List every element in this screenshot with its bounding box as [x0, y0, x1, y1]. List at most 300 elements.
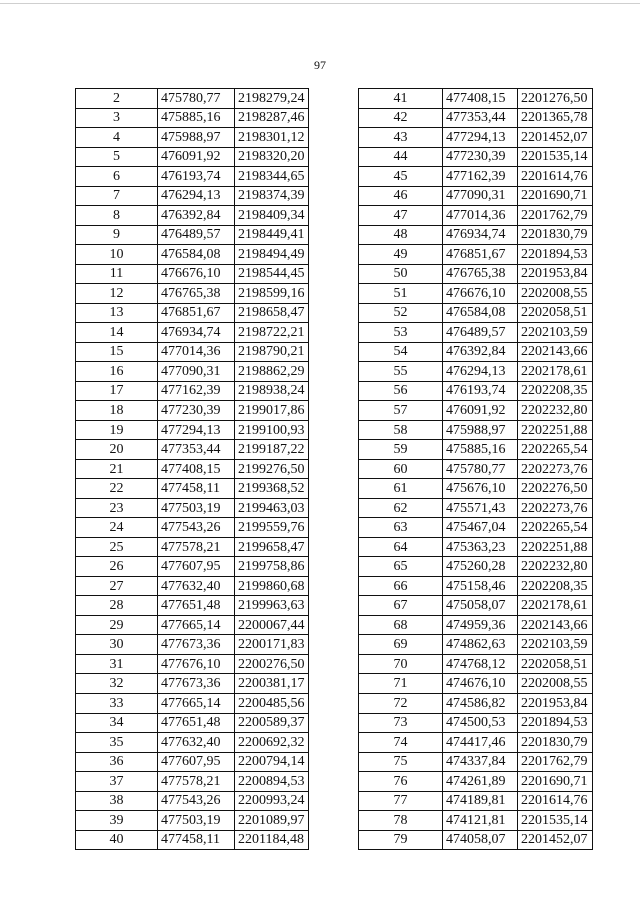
y-coordinate-cell: 2201452,07 [518, 830, 593, 850]
table-row [76, 381, 309, 401]
x-coordinate-cell: 477408,15 [443, 89, 518, 109]
x-coordinate-cell: 477458,11 [158, 479, 235, 499]
y-coordinate-cell: 2198494,49 [235, 245, 309, 265]
x-coordinate-cell: 477090,31 [158, 362, 235, 382]
table-row [76, 518, 309, 538]
y-coordinate-cell: 2202273,76 [518, 498, 593, 518]
x-coordinate-cell: 476392,84 [158, 206, 235, 226]
x-coordinate-cell: 477578,21 [158, 772, 235, 792]
point-number-cell: 59 [359, 440, 443, 460]
point-number-cell: 77 [359, 791, 443, 811]
y-coordinate-cell: 2200381,17 [235, 674, 309, 694]
table-row [359, 596, 593, 616]
y-coordinate-cell: 2201830,79 [518, 225, 593, 245]
x-coordinate-cell: 477607,95 [158, 752, 235, 772]
y-coordinate-cell: 2198301,12 [235, 128, 309, 148]
point-number-cell: 63 [359, 518, 443, 538]
x-coordinate-cell: 476294,13 [443, 362, 518, 382]
table-row [76, 772, 309, 792]
x-coordinate-cell: 474189,81 [443, 791, 518, 811]
x-coordinate-cell: 477162,39 [158, 381, 235, 401]
point-number-cell: 40 [76, 830, 158, 850]
table-row [76, 733, 309, 753]
table-row [359, 420, 593, 440]
y-coordinate-cell: 2202251,88 [518, 537, 593, 557]
x-coordinate-cell: 475780,77 [443, 459, 518, 479]
x-coordinate-cell: 475571,43 [443, 498, 518, 518]
point-number-cell: 26 [76, 557, 158, 577]
x-coordinate-cell: 474417,46 [443, 733, 518, 753]
y-coordinate-cell: 2201365,78 [518, 108, 593, 128]
table-row [76, 791, 309, 811]
x-coordinate-cell: 475158,46 [443, 576, 518, 596]
y-coordinate-cell: 2198287,46 [235, 108, 309, 128]
x-coordinate-cell: 474959,36 [443, 615, 518, 635]
x-coordinate-cell: 477543,26 [158, 791, 235, 811]
point-number-cell: 12 [76, 284, 158, 304]
table-row [76, 693, 309, 713]
y-coordinate-cell: 2202251,88 [518, 420, 593, 440]
y-coordinate-cell: 2199463,03 [235, 498, 309, 518]
table-row [359, 89, 593, 109]
y-coordinate-cell: 2202276,50 [518, 479, 593, 499]
table-row [359, 830, 593, 850]
x-coordinate-cell: 477230,39 [443, 147, 518, 167]
table-row [359, 284, 593, 304]
y-coordinate-cell: 2200067,44 [235, 615, 309, 635]
point-number-cell: 54 [359, 342, 443, 362]
y-coordinate-cell: 2201762,79 [518, 752, 593, 772]
x-coordinate-cell: 477665,14 [158, 693, 235, 713]
table-row [76, 264, 309, 284]
y-coordinate-cell: 2199758,86 [235, 557, 309, 577]
y-coordinate-cell: 2198374,39 [235, 186, 309, 206]
table-row [359, 167, 593, 187]
point-number-cell: 56 [359, 381, 443, 401]
table-row [359, 128, 593, 148]
table-row [359, 654, 593, 674]
table-row [359, 401, 593, 421]
x-coordinate-cell: 476489,57 [158, 225, 235, 245]
y-coordinate-cell: 2202058,51 [518, 303, 593, 323]
x-coordinate-cell: 477503,19 [158, 498, 235, 518]
x-coordinate-cell: 477632,40 [158, 576, 235, 596]
y-coordinate-cell: 2198409,34 [235, 206, 309, 226]
point-number-cell: 73 [359, 713, 443, 733]
point-number-cell: 37 [76, 772, 158, 792]
y-coordinate-cell: 2199559,76 [235, 518, 309, 538]
point-number-cell: 22 [76, 479, 158, 499]
table-row [359, 362, 593, 382]
table-row [76, 440, 309, 460]
y-coordinate-cell: 2199017,86 [235, 401, 309, 421]
point-number-cell: 19 [76, 420, 158, 440]
table-row [76, 420, 309, 440]
y-coordinate-cell: 2201089,97 [235, 811, 309, 831]
point-number-cell: 20 [76, 440, 158, 460]
y-coordinate-cell: 2202208,35 [518, 576, 593, 596]
table-row [359, 674, 593, 694]
table-row [359, 225, 593, 245]
y-coordinate-cell: 2201762,79 [518, 206, 593, 226]
point-number-cell: 52 [359, 303, 443, 323]
page-number: 97 [314, 58, 326, 72]
y-coordinate-cell: 2200589,37 [235, 713, 309, 733]
top-edge-rule [0, 3, 640, 4]
x-coordinate-cell: 474586,82 [443, 693, 518, 713]
coordinates-table-right [358, 88, 593, 850]
point-number-cell: 69 [359, 635, 443, 655]
table-row [76, 557, 309, 577]
point-number-cell: 47 [359, 206, 443, 226]
point-number-cell: 4 [76, 128, 158, 148]
point-number-cell: 15 [76, 342, 158, 362]
x-coordinate-cell: 477673,36 [158, 635, 235, 655]
y-coordinate-cell: 2199276,50 [235, 459, 309, 479]
table-row [76, 147, 309, 167]
point-number-cell: 23 [76, 498, 158, 518]
coordinates-table-left [75, 88, 309, 850]
point-number-cell: 72 [359, 693, 443, 713]
x-coordinate-cell: 476489,57 [443, 323, 518, 343]
table-row [76, 576, 309, 596]
table-row [359, 811, 593, 831]
table-row [359, 615, 593, 635]
table-row [76, 362, 309, 382]
point-number-cell: 38 [76, 791, 158, 811]
x-coordinate-cell: 476584,08 [443, 303, 518, 323]
x-coordinate-cell: 477673,36 [158, 674, 235, 694]
x-coordinate-cell: 476676,10 [443, 284, 518, 304]
x-coordinate-cell: 477294,13 [158, 420, 235, 440]
y-coordinate-cell: 2199860,68 [235, 576, 309, 596]
x-coordinate-cell: 476934,74 [158, 323, 235, 343]
x-coordinate-cell: 476765,38 [443, 264, 518, 284]
y-coordinate-cell: 2198722,21 [235, 323, 309, 343]
table-row [76, 811, 309, 831]
table-row [76, 225, 309, 245]
x-coordinate-cell: 477676,10 [158, 654, 235, 674]
y-coordinate-cell: 2201894,53 [518, 245, 593, 265]
point-number-cell: 42 [359, 108, 443, 128]
point-number-cell: 3 [76, 108, 158, 128]
y-coordinate-cell: 2202178,61 [518, 362, 593, 382]
x-coordinate-cell: 477458,11 [158, 830, 235, 850]
point-number-cell: 32 [76, 674, 158, 694]
x-coordinate-cell: 475885,16 [158, 108, 235, 128]
y-coordinate-cell: 2199658,47 [235, 537, 309, 557]
point-number-cell: 33 [76, 693, 158, 713]
y-coordinate-cell: 2201953,84 [518, 264, 593, 284]
y-coordinate-cell: 2201535,14 [518, 147, 593, 167]
table-row [359, 440, 593, 460]
table-row [359, 459, 593, 479]
y-coordinate-cell: 2202143,66 [518, 615, 593, 635]
point-number-cell: 62 [359, 498, 443, 518]
x-coordinate-cell: 477162,39 [443, 167, 518, 187]
x-coordinate-cell: 474500,53 [443, 713, 518, 733]
y-coordinate-cell: 2202208,35 [518, 381, 593, 401]
x-coordinate-cell: 475363,23 [443, 537, 518, 557]
point-number-cell: 64 [359, 537, 443, 557]
x-coordinate-cell: 476392,84 [443, 342, 518, 362]
table-row [359, 342, 593, 362]
x-coordinate-cell: 475780,77 [158, 89, 235, 109]
y-coordinate-cell: 2201830,79 [518, 733, 593, 753]
point-number-cell: 11 [76, 264, 158, 284]
x-coordinate-cell: 475058,07 [443, 596, 518, 616]
x-coordinate-cell: 477503,19 [158, 811, 235, 831]
y-coordinate-cell: 2201276,50 [518, 89, 593, 109]
point-number-cell: 70 [359, 654, 443, 674]
y-coordinate-cell: 2198279,24 [235, 89, 309, 109]
point-number-cell: 13 [76, 303, 158, 323]
point-number-cell: 58 [359, 420, 443, 440]
x-coordinate-cell: 476584,08 [158, 245, 235, 265]
y-coordinate-cell: 2199100,93 [235, 420, 309, 440]
y-coordinate-cell: 2198938,24 [235, 381, 309, 401]
y-coordinate-cell: 2202273,76 [518, 459, 593, 479]
y-coordinate-cell: 2198862,29 [235, 362, 309, 382]
table-row [76, 752, 309, 772]
x-coordinate-cell: 476091,92 [443, 401, 518, 421]
y-coordinate-cell: 2202008,55 [518, 284, 593, 304]
y-coordinate-cell: 2202265,54 [518, 518, 593, 538]
table-row [76, 401, 309, 421]
point-number-cell: 7 [76, 186, 158, 206]
y-coordinate-cell: 2198449,41 [235, 225, 309, 245]
y-coordinate-cell: 2201894,53 [518, 713, 593, 733]
y-coordinate-cell: 2201614,76 [518, 167, 593, 187]
y-coordinate-cell: 2198544,45 [235, 264, 309, 284]
y-coordinate-cell: 2201535,14 [518, 811, 593, 831]
table-row [76, 323, 309, 343]
table-row [359, 186, 593, 206]
x-coordinate-cell: 474058,07 [443, 830, 518, 850]
point-number-cell: 8 [76, 206, 158, 226]
point-number-cell: 78 [359, 811, 443, 831]
y-coordinate-cell: 2198599,16 [235, 284, 309, 304]
point-number-cell: 46 [359, 186, 443, 206]
x-coordinate-cell: 476193,74 [158, 167, 235, 187]
x-coordinate-cell: 476676,10 [158, 264, 235, 284]
y-coordinate-cell: 2200794,14 [235, 752, 309, 772]
x-coordinate-cell: 477353,44 [158, 440, 235, 460]
table-row [359, 245, 593, 265]
y-coordinate-cell: 2200894,53 [235, 772, 309, 792]
point-number-cell: 36 [76, 752, 158, 772]
x-coordinate-cell: 476091,92 [158, 147, 235, 167]
y-coordinate-cell: 2202232,80 [518, 401, 593, 421]
x-coordinate-cell: 474261,89 [443, 772, 518, 792]
table-row [359, 323, 593, 343]
x-coordinate-cell: 477294,13 [443, 128, 518, 148]
table-row [76, 596, 309, 616]
point-number-cell: 55 [359, 362, 443, 382]
table-row [359, 498, 593, 518]
point-number-cell: 5 [76, 147, 158, 167]
y-coordinate-cell: 2199963,63 [235, 596, 309, 616]
x-coordinate-cell: 477408,15 [158, 459, 235, 479]
table-row [359, 635, 593, 655]
point-number-cell: 24 [76, 518, 158, 538]
y-coordinate-cell: 2198320,20 [235, 147, 309, 167]
point-number-cell: 67 [359, 596, 443, 616]
table-row [76, 635, 309, 655]
point-number-cell: 68 [359, 615, 443, 635]
y-coordinate-cell: 2198658,47 [235, 303, 309, 323]
table-row [359, 791, 593, 811]
point-number-cell: 44 [359, 147, 443, 167]
table-row [76, 459, 309, 479]
table-row [76, 89, 309, 109]
table-row [359, 576, 593, 596]
x-coordinate-cell: 474676,10 [443, 674, 518, 694]
x-coordinate-cell: 476193,74 [443, 381, 518, 401]
table-row [76, 713, 309, 733]
point-number-cell: 29 [76, 615, 158, 635]
table-row [76, 167, 309, 187]
point-number-cell: 61 [359, 479, 443, 499]
table-row [76, 537, 309, 557]
x-coordinate-cell: 477632,40 [158, 733, 235, 753]
x-coordinate-cell: 476851,67 [158, 303, 235, 323]
point-number-cell: 41 [359, 89, 443, 109]
table-row [359, 108, 593, 128]
y-coordinate-cell: 2199368,52 [235, 479, 309, 499]
table-row [76, 108, 309, 128]
table-row [359, 693, 593, 713]
x-coordinate-cell: 476851,67 [443, 245, 518, 265]
x-coordinate-cell: 475988,97 [443, 420, 518, 440]
y-coordinate-cell: 2199187,22 [235, 440, 309, 460]
x-coordinate-cell: 476294,13 [158, 186, 235, 206]
point-number-cell: 10 [76, 245, 158, 265]
point-number-cell: 53 [359, 323, 443, 343]
x-coordinate-cell: 476934,74 [443, 225, 518, 245]
point-number-cell: 6 [76, 167, 158, 187]
table-row [359, 557, 593, 577]
x-coordinate-cell: 475676,10 [443, 479, 518, 499]
y-coordinate-cell: 2202058,51 [518, 654, 593, 674]
table-row [76, 479, 309, 499]
point-number-cell: 34 [76, 713, 158, 733]
x-coordinate-cell: 477090,31 [443, 186, 518, 206]
y-coordinate-cell: 2200993,24 [235, 791, 309, 811]
x-coordinate-cell: 477543,26 [158, 518, 235, 538]
y-coordinate-cell: 2202232,80 [518, 557, 593, 577]
x-coordinate-cell: 477578,21 [158, 537, 235, 557]
x-coordinate-cell: 474121,81 [443, 811, 518, 831]
table-row [76, 128, 309, 148]
y-coordinate-cell: 2201690,71 [518, 772, 593, 792]
y-coordinate-cell: 2201184,48 [235, 830, 309, 850]
point-number-cell: 30 [76, 635, 158, 655]
point-number-cell: 31 [76, 654, 158, 674]
table-row [76, 342, 309, 362]
x-coordinate-cell: 477651,48 [158, 713, 235, 733]
point-number-cell: 28 [76, 596, 158, 616]
y-coordinate-cell: 2202265,54 [518, 440, 593, 460]
point-number-cell: 43 [359, 128, 443, 148]
point-number-cell: 60 [359, 459, 443, 479]
x-coordinate-cell: 475260,28 [443, 557, 518, 577]
table-row [76, 186, 309, 206]
y-coordinate-cell: 2202143,66 [518, 342, 593, 362]
table-row [359, 147, 593, 167]
y-coordinate-cell: 2200692,32 [235, 733, 309, 753]
y-coordinate-cell: 2201953,84 [518, 693, 593, 713]
point-number-cell: 27 [76, 576, 158, 596]
table-row [76, 498, 309, 518]
y-coordinate-cell: 2202103,59 [518, 635, 593, 655]
point-number-cell: 71 [359, 674, 443, 694]
y-coordinate-cell: 2198344,65 [235, 167, 309, 187]
y-coordinate-cell: 2202103,59 [518, 323, 593, 343]
point-number-cell: 79 [359, 830, 443, 850]
x-coordinate-cell: 477353,44 [443, 108, 518, 128]
point-number-cell: 14 [76, 323, 158, 343]
x-coordinate-cell: 475467,04 [443, 518, 518, 538]
point-number-cell: 50 [359, 264, 443, 284]
x-coordinate-cell: 474862,63 [443, 635, 518, 655]
table-row [359, 537, 593, 557]
x-coordinate-cell: 477014,36 [443, 206, 518, 226]
y-coordinate-cell: 2201614,76 [518, 791, 593, 811]
point-number-cell: 51 [359, 284, 443, 304]
table-row [76, 245, 309, 265]
table-row [359, 381, 593, 401]
point-number-cell: 2 [76, 89, 158, 109]
y-coordinate-cell: 2198790,21 [235, 342, 309, 362]
x-coordinate-cell: 477607,95 [158, 557, 235, 577]
table-row [359, 772, 593, 792]
table-row [76, 674, 309, 694]
table-row [359, 752, 593, 772]
table-row [359, 479, 593, 499]
table-row [76, 284, 309, 304]
point-number-cell: 48 [359, 225, 443, 245]
x-coordinate-cell: 475885,16 [443, 440, 518, 460]
y-coordinate-cell: 2202008,55 [518, 674, 593, 694]
x-coordinate-cell: 474337,84 [443, 752, 518, 772]
point-number-cell: 75 [359, 752, 443, 772]
point-number-cell: 57 [359, 401, 443, 421]
x-coordinate-cell: 474768,12 [443, 654, 518, 674]
table-row [76, 303, 309, 323]
x-coordinate-cell: 477014,36 [158, 342, 235, 362]
y-coordinate-cell: 2200171,83 [235, 635, 309, 655]
point-number-cell: 49 [359, 245, 443, 265]
point-number-cell: 16 [76, 362, 158, 382]
point-number-cell: 76 [359, 772, 443, 792]
y-coordinate-cell: 2202178,61 [518, 596, 593, 616]
point-number-cell: 25 [76, 537, 158, 557]
table-row [359, 518, 593, 538]
point-number-cell: 21 [76, 459, 158, 479]
table-row [76, 615, 309, 635]
table-row [359, 733, 593, 753]
table-row [359, 713, 593, 733]
x-coordinate-cell: 476765,38 [158, 284, 235, 304]
point-number-cell: 9 [76, 225, 158, 245]
point-number-cell: 66 [359, 576, 443, 596]
x-coordinate-cell: 477230,39 [158, 401, 235, 421]
point-number-cell: 39 [76, 811, 158, 831]
x-coordinate-cell: 477651,48 [158, 596, 235, 616]
point-number-cell: 35 [76, 733, 158, 753]
table-row [359, 206, 593, 226]
